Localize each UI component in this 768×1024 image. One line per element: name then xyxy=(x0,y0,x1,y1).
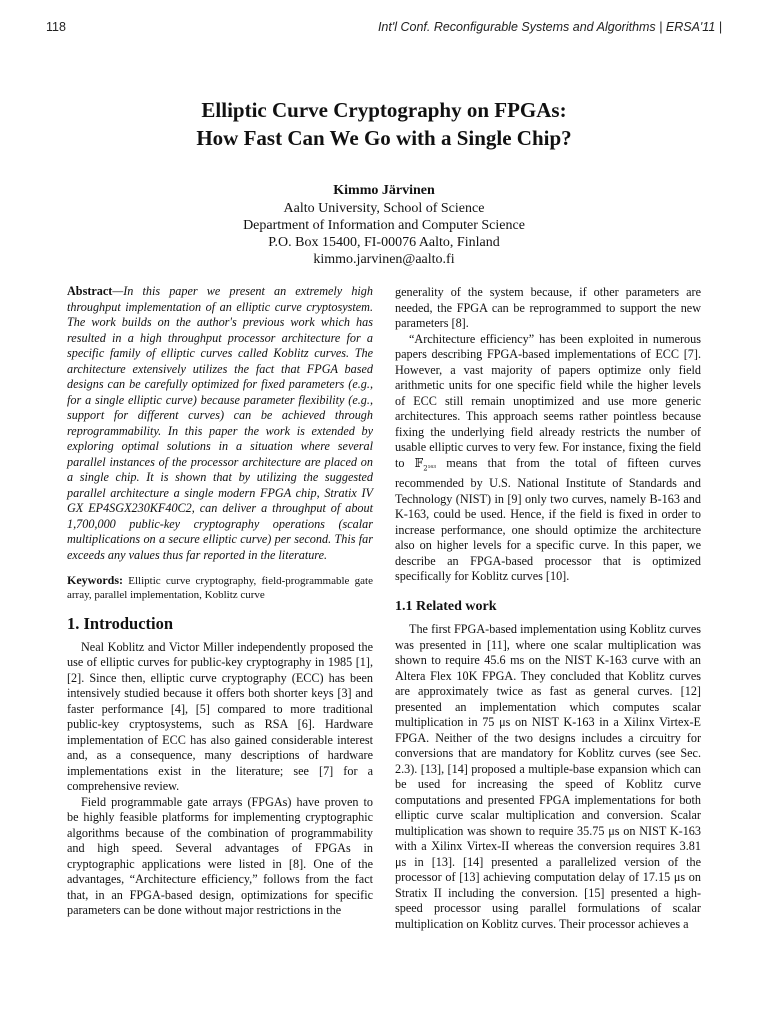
running-header xyxy=(46,20,722,40)
abstract-label: Abstract xyxy=(67,284,113,298)
keywords-text: Elliptic curve cryptography, field-programmable gate array, parallel implementation, Koblitz curve xyxy=(67,575,374,601)
right-paragraph-2-part-a: “Architecture efficiency” has been exploited in numerous papers describing FPGA-based implementations of ECC [7]. However, a vast majority of papers optimize only field arithmetic units for one specific field while the higher levels of ECC still remain unoptimized and use more generic architectures. This approach seems rather pointless because fixing the underlying field already restricts the number of usable elliptic curves to very few. For instance, fixing the field to xyxy=(395,331,701,470)
right-paragraph-2 xyxy=(395,332,701,585)
conference-name: Int'l Conf. Reconfigurable Systems and Algorithms | ERSA'11 | xyxy=(377,20,722,34)
right-column xyxy=(395,285,701,932)
abstract-text: —In this paper we present an extremely high throughput implementation of an elliptic curve cryptosystem. The work builds on the author's previous work which has resulted in a high throughput processor architecture for a specific family of elliptic curves called Koblitz curves. The architecture extensively utilizes the fact that FPGA based designs can be carefully optimized for fixed parameters (e.g., for a single elliptic curve) because parameter flexibility (e.g., support for different curves) can be achieved through reprogrammability. In this paper the work is extended by exploring optimal solutions in a situation where several parallel instances of the processor architecture are placed on a single chip. It is shown that by utilizing the suggested parallel architecture a single modern FPGA chip, Stratix IV GX EP4SGX230KF40C2, can deliver a throughput of about 1,700,000 public-key cryptography operations (scalar multiplications on a secure elliptic curve) per second. This far exceeds any values thus far reported in the literature. xyxy=(67,284,373,562)
right-paragraph-1: generality of the system because, if other parameters are needed, the FPGA can be reprogrammed to support the new parameters [8]. xyxy=(395,285,701,330)
binary-field-symbol: 𝔽$_{2^{163}}$ xyxy=(414,455,437,472)
section-heading-introduction: 1. Introduction xyxy=(67,614,174,633)
abstract xyxy=(67,284,373,563)
intro-paragraph-2: Field programmable gate arrays (FPGAs) have proven to be highly feasible platforms for implementing cryptographic algorithms because of the combination of programmability and high speed. Several advantages of FPGAs in cryptographic applications were listed in [8]. One of the advantages, “Architecture efficiency,” follows from the fact that, in an FPGA-based design, optimizations for specific parameters can be done without major restrictions in the xyxy=(67,794,373,917)
right-paragraph-2-part-b: means that from the total of fifteen curves recommended by U.S. National Institute of Standards and Technology (NIST) in [9] only two curves, namely B-163 and K-163, could be used. Hence, if the field is fixed in order to increase performance, one should optimize the architecture also on higher levels for a specific curve. In this paper, we describe an FPGA-based processor that is optimized specifically for Koblitz curves [10]. xyxy=(395,455,701,584)
keywords-label: Keywords: xyxy=(67,573,123,587)
keywords xyxy=(67,573,373,602)
author-affiliation-1: Aalto University, School of Science xyxy=(283,201,485,216)
author-name: Kimmo Järvinen xyxy=(333,183,435,198)
page-number: 118 xyxy=(46,20,66,34)
title-block xyxy=(60,96,708,268)
author-email: kimmo.jarvinen@aalto.fi xyxy=(313,252,455,267)
paper-title-line-1: Elliptic Curve Cryptography on FPGAs: xyxy=(201,98,567,122)
author-address: P.O. Box 15400, FI-00076 Aalto, Finland xyxy=(268,235,500,250)
subsection-heading-related-work: 1.1 Related work xyxy=(395,598,497,614)
left-column xyxy=(67,284,373,919)
intro-paragraph-1: Neal Koblitz and Victor Miller independently proposed the use of elliptic curves for public-key cryptography in 1985 [1], [2]. Since then, elliptic curve cryptography (ECC) has been intensively studied because it offers both shorter keys [3] and faster performance [4], [5] compared to more traditional public-key cryptosystems, such as RSA [6]. Hardware implementation of ECC has also gained considerable interest and, as a consequence, many descriptions of hardware implementations exist in the literature; see [7] for a comprehensive review. xyxy=(67,639,373,793)
related-work-paragraph: The first FPGA-based implementation using Koblitz curves was presented in [11], where one scalar multiplication was shown to require 45.6 ms on the NIST K-163 curve with an Altera Flex 10K FPGA. They concluded that Koblitz curves are approximately twice as fast as general curves. [12] presented an implementation which computes scalar multiplication in 75 μs on NIST K-163 in a Xilinx Virtex-E FPGA. Neither of the two designs includes a circuitry for conversions that are mandatory for Koblitz curves (see Sec. 2.3). [13], [14] proposed a multiple-base expansion which can be used for increasing the speed of Koblitz curve computations and presented FPGA implementations for both elliptic curve scalar multiplication and conversion. Scalar multiplication was shown to require 35.75 μs on NIST K-163 with a Xilinx Virtex-II whereas the conversion requires 3.81 μs in [13]. [14] presented a parallelized version of the processor of [13] achieving computation delay of 17.15 μs on Stratix II including the conversion. [15] presented a high-speed processor using parallel formulations of scalar multiplication on Koblitz curves. Their processor achieves a xyxy=(395,622,701,931)
paper-title-line-2: How Fast Can We Go with a Single Chip? xyxy=(196,126,572,150)
author-affiliation-2: Department of Information and Computer Science xyxy=(243,218,525,233)
